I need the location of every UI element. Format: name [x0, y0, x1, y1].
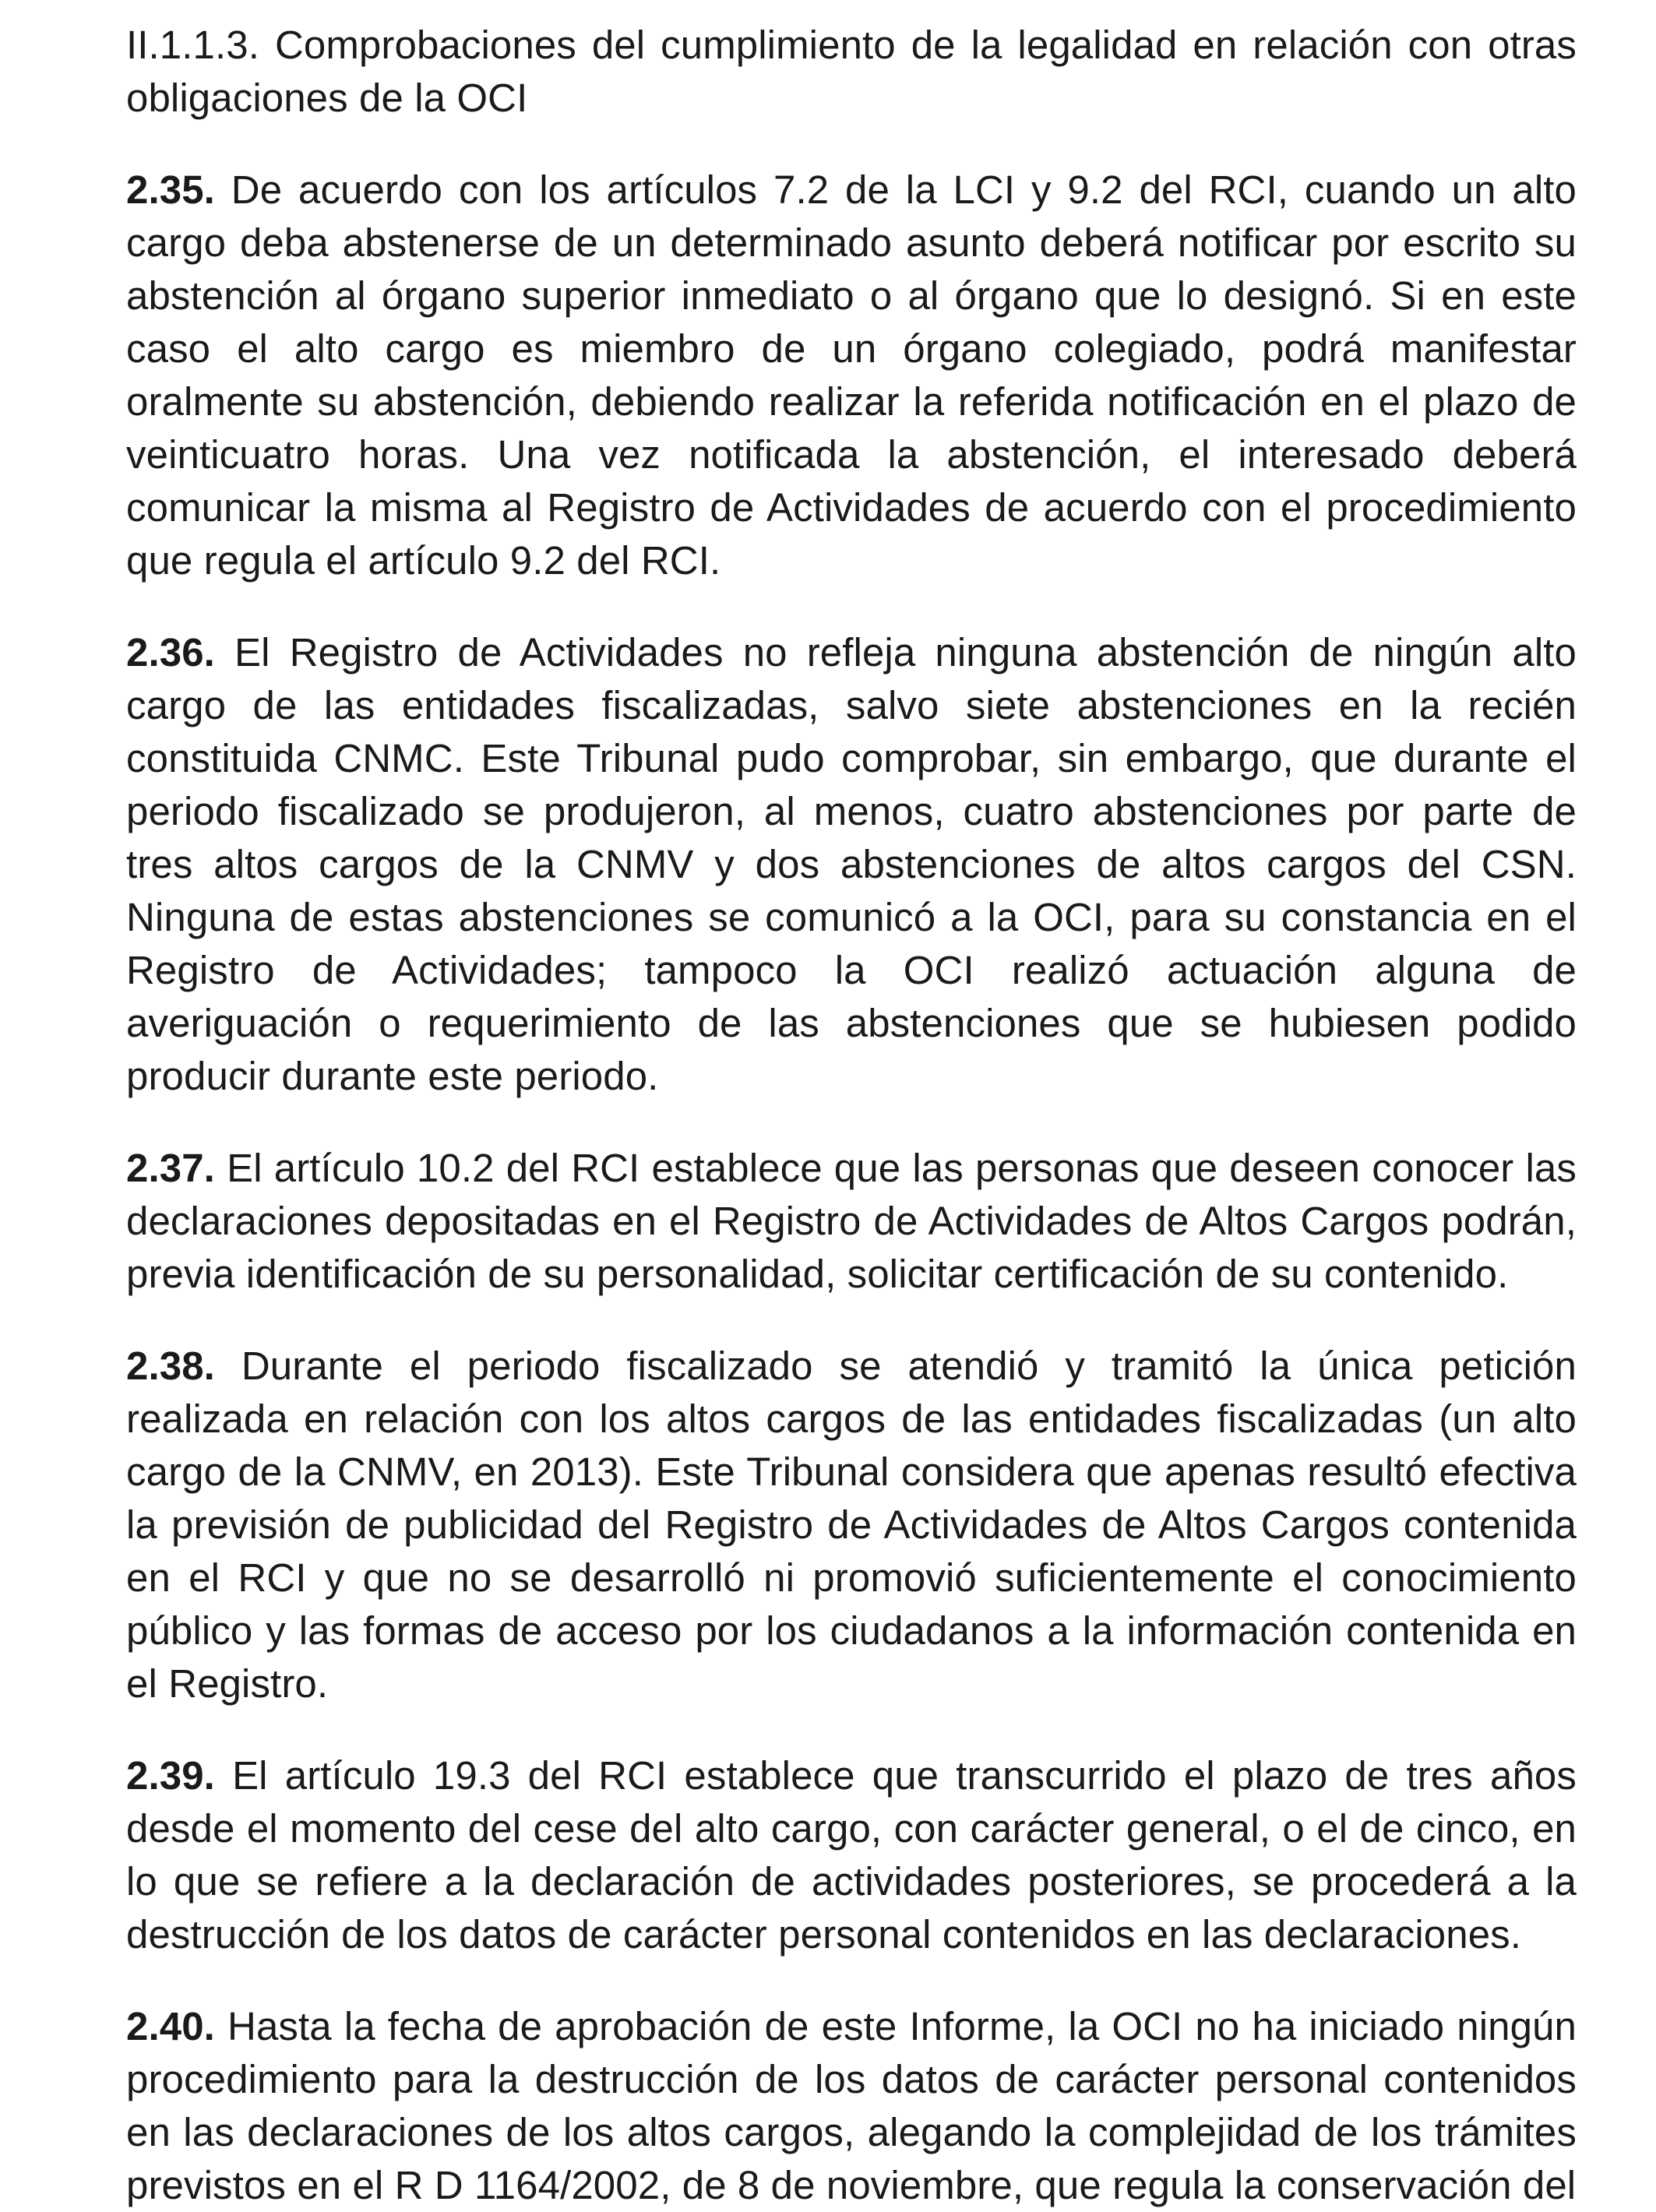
paragraph-2-38	[126, 1340, 1577, 1710]
paragraph-2-36	[126, 626, 1577, 1103]
paragraph-2-35	[126, 164, 1577, 587]
paragraph-number: 2.38.	[126, 1344, 215, 1388]
paragraph-number: 2.36.	[126, 630, 215, 675]
paragraph-text: De acuerdo con los artículos 7.2 de la LCI y 9.2 del RCI, cuando un alto cargo deba abstenerse de un determinado asunto deberá notificar por escrito su abstención al órgano superior inmediato o al órgano que lo designó. Si en este caso el alto cargo es miembro de un órgano colegiado, podrá manifestar oralmente su abstención, debiendo realizar la referida notificación en el plazo de veinticuatro horas. Una vez notificada la abstención, el interesado deberá comunicar la misma al Registro de Actividades de acuerdo con el procedimiento que regula el artículo 9.2 del RCI.	[126, 167, 1577, 583]
paragraph-number: 2.37.	[126, 1146, 215, 1190]
paragraph-text: El artículo 19.3 del RCI establece que transcurrido el plazo de tres años desde el momento del cese del alto cargo, con carácter general, o el de cinco, en lo que se refiere a la declaración de actividades posteriores, se procederá a la destrucción de los datos de carácter personal contenidos en las declaraciones.	[126, 1753, 1577, 1957]
paragraph-number: 2.40.	[126, 2004, 215, 2048]
paragraph-text: Durante el periodo fiscalizado se atendió y tramitó la única petición realizada en relación con los altos cargos de las entidades fiscalizadas (un alto cargo de la CNMV, en 2013). Este Tribunal considera que apenas resultó efectiva la previsión de publicidad del Registro de Actividades de Altos Cargos contenida en el RCI y que no se desarrolló ni promovió suficientemente el conocimiento público y las formas de acceso por los ciudadanos a la información contenida en el Registro.	[126, 1344, 1577, 1706]
section-heading: II.1.1.3. Comprobaciones del cumplimiento de la legalidad en relación con otras obligaciones de la OCI	[126, 23, 1577, 120]
paragraph-2-37	[126, 1142, 1577, 1301]
paragraph-2-40	[126, 2000, 1577, 2212]
paragraph-text: El Registro de Actividades no refleja ninguna abstención de ningún alto cargo de las entidades fiscalizadas, salvo siete abstenciones en la recién constituida CNMC. Este Tribunal pudo comprobar, sin embargo, que durante el periodo fiscalizado se produjeron, al menos, cuatro abstenciones por parte de tres altos cargos de la CNMV y dos abstenciones de altos cargos del CSN. Ninguna de estas abstenciones se comunicó a la OCI, para su constancia en el Registro de Actividades; tampoco la OCI realizó actuación alguna de averiguación o requerimiento de las abstenciones que se hubiesen podido producir durante este periodo.	[126, 630, 1577, 1098]
paragraph-text: Hasta la fecha de aprobación de este Informe, la OCI no ha iniciado ningún procedimiento para la destrucción de los datos de carácter personal contenidos en las declaraciones de los altos cargos, alegando la complejidad de los trámites previstos en el R D 1164/2002, de 8 de noviembre, que regula la conservación del	[126, 2004, 1577, 2207]
paragraph-number: 2.35.	[126, 167, 215, 212]
paragraph-2-39	[126, 1749, 1577, 1961]
paragraph-number: 2.39.	[126, 1753, 215, 1798]
document-page	[126, 19, 1577, 2212]
paragraph-text: El artículo 10.2 del RCI establece que las personas que deseen conocer las declaraciones depositadas en el Registro de Actividades de Altos Cargos podrán, previa identificación de su personalidad, solicitar certificación de su contenido.	[126, 1146, 1577, 1296]
